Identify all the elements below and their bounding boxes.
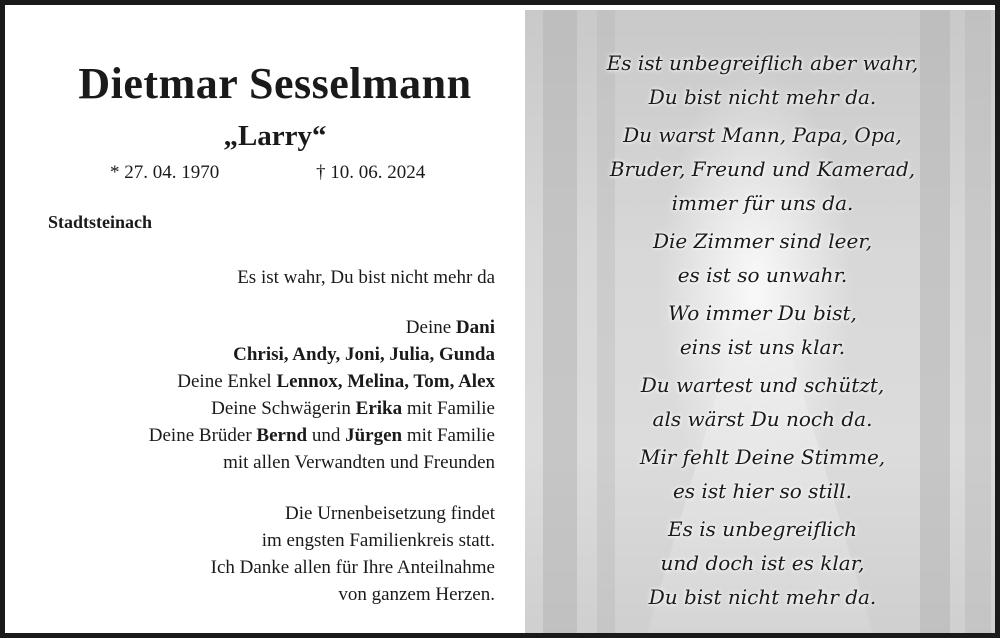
poem-line: Bruder, Freund und Kamerad, [609, 157, 916, 181]
mourner-relation: mit allen Verwandten und Freunden [223, 452, 495, 473]
funeral-note-line: Die Urnenbeisetzung findet [285, 503, 495, 524]
deceased-name: Dietmar Sesselmann [78, 59, 472, 108]
poem-line: es ist hier so still. [672, 479, 853, 503]
poem-line: Es ist unbegreiflich aber wahr, [606, 51, 919, 75]
mourner-relation: Deine Schwägerin [211, 398, 356, 419]
mourner-relation: und [307, 425, 346, 446]
poem-line: Die Zimmer sind leer, [652, 229, 873, 253]
mourner-relation: Deine [405, 317, 456, 338]
poem-line: es ist so unwahr. [677, 263, 848, 287]
mourner-name: Lennox, Melina, Tom, Alex [276, 371, 495, 392]
poem-line: Es is unbegreiflich [667, 517, 858, 541]
poem-line: eins ist uns klar. [679, 335, 846, 359]
mourner-name: Chrisi, Andy, Joni, Julia, Gunda [233, 344, 495, 365]
mourner-line [149, 341, 495, 368]
birth-date: * 27. 04. 1970 [110, 162, 220, 183]
mourner-name: Bernd [256, 425, 308, 446]
mourner-line [149, 422, 495, 449]
mourner-line [149, 314, 495, 341]
funeral-note-line: von ganzem Herzen. [338, 584, 495, 605]
poem-line: Du warst Mann, Papa, Opa, [623, 123, 902, 147]
funeral-note [211, 500, 495, 608]
death-date: † 10. 06. 2024 [316, 162, 426, 183]
mourner-name: Dani [455, 317, 495, 338]
poem-line: als wärst Du noch da. [652, 407, 873, 431]
mourners-list [149, 314, 495, 476]
poem-line: und doch ist es klar, [660, 551, 865, 575]
deceased-nickname: „Larry“ [223, 120, 327, 152]
notice-text-panel [10, 10, 525, 638]
mourner-line [149, 395, 495, 422]
intro-block [237, 264, 495, 291]
mourner-line [149, 368, 495, 395]
poem-panel [525, 10, 1000, 638]
mourner-relation: Deine Enkel [177, 371, 277, 392]
funeral-note-line: im engsten Familienkreis statt. [261, 530, 495, 551]
mourner-line [149, 449, 495, 476]
poem-line: Mir fehlt Deine Stimme, [639, 445, 886, 469]
poem-line: Du bist nicht mehr da. [648, 585, 877, 609]
poem-line: Du bist nicht mehr da. [648, 85, 877, 109]
mourner-name: Erika [355, 398, 403, 419]
mourner-relation: mit Familie [402, 425, 495, 446]
poem-line: immer für uns da. [671, 191, 854, 215]
funeral-note-line: Ich Danke allen für Ihre Anteilnahme [210, 557, 495, 578]
mourner-name: Jürgen [345, 425, 403, 446]
poem-line: Du wartest und schützt, [640, 373, 885, 397]
intro-line: Es ist wahr, Du bist nicht mehr da [237, 267, 495, 288]
hometown: Stadtsteinach [48, 212, 153, 232]
poem-line: Wo immer Du bist, [668, 301, 857, 325]
memorial-poem [525, 46, 1000, 614]
mourner-relation: Deine Brüder [148, 425, 257, 446]
mourner-relation: mit Familie [402, 398, 495, 419]
